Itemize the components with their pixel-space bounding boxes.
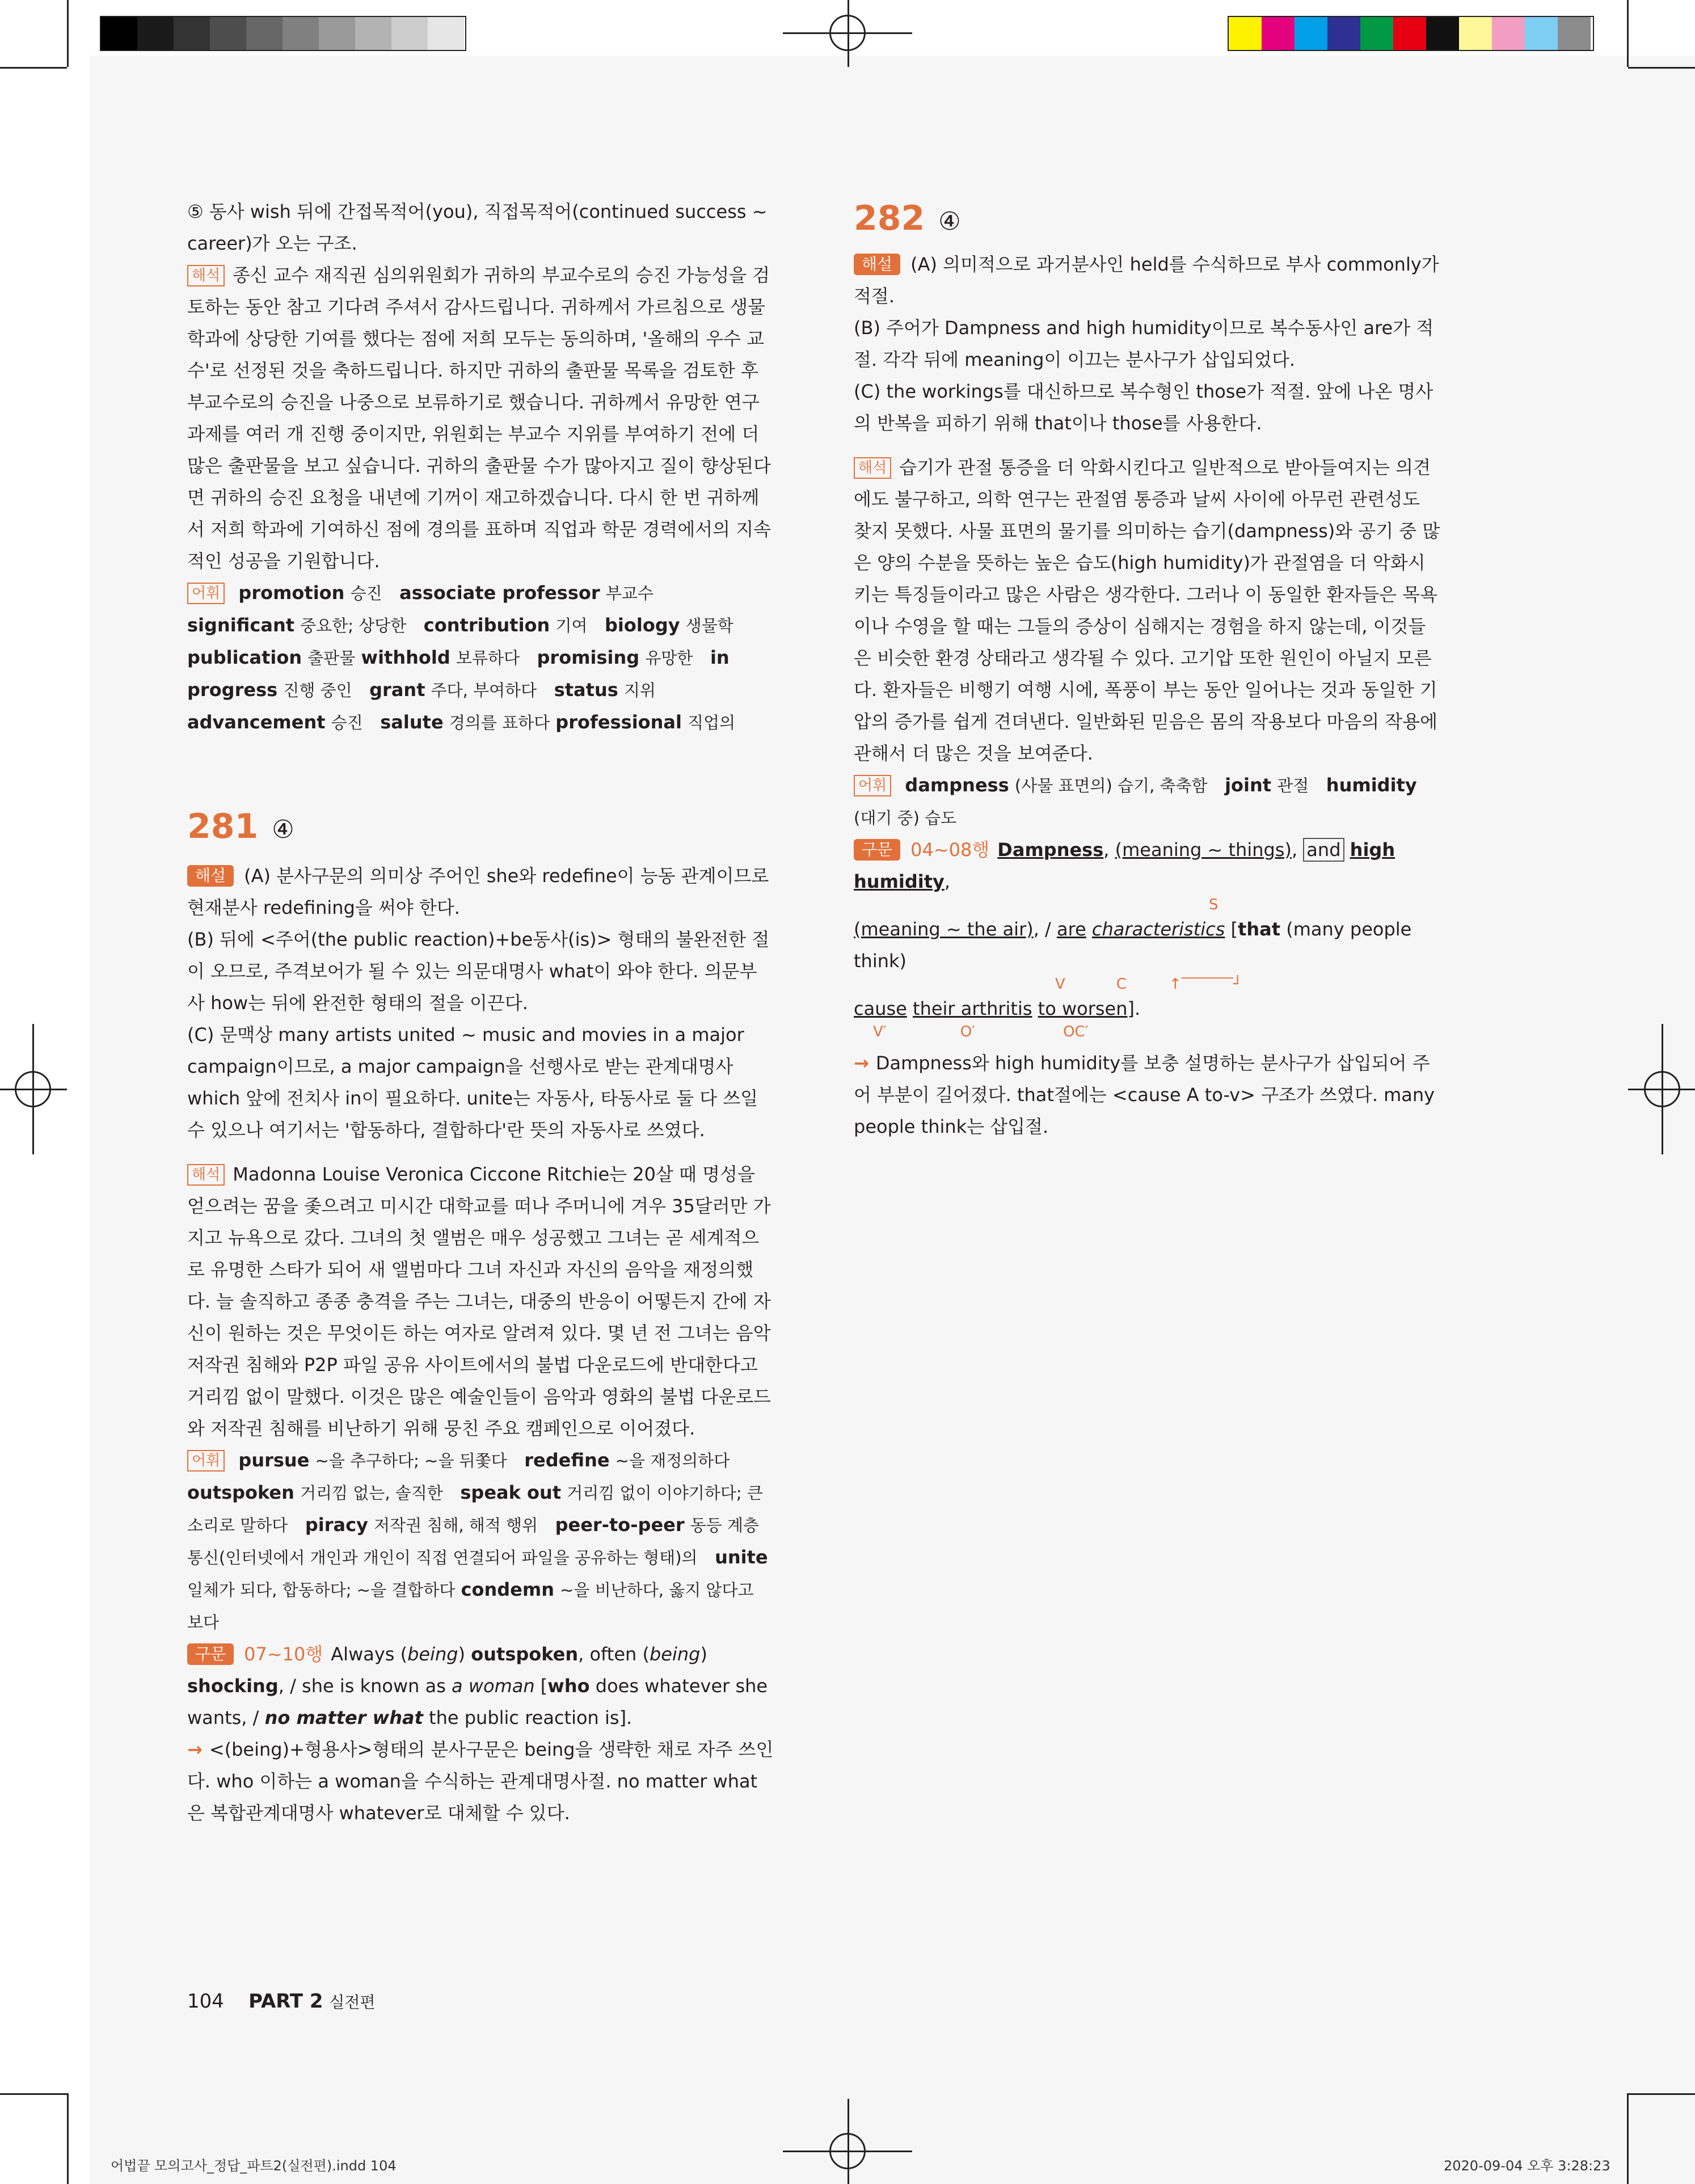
explanation-tag: 해설: [187, 865, 234, 887]
translation-tag: 해석: [854, 457, 891, 479]
structure-marks-row1: S: [1209, 896, 1218, 913]
q282-translation: 해석 습기가 관절 통증을 더 악화시킨다고 일반적으로 받아들여지는 의견에도 불구하고, 의학 연구는 관절염 통증과 날씨 사이에 아무런 관련성도 찾지 못했다. 사물 표면의 물기를 의미하는 습기(dampness)와 공기 중 많은 양의 수분을 뜻하는 높은 습도(high humidity)가 관절염을 더 악화시키는 특징들이라고 많은 사람은 생각한다. 그러나 이 동일한 환자들은 목욕이나 수영을 할 때는 그들의 증상이 심해지는 경험을 하지 않는데, 이것들은 비슷한 환경 상태라고 생각될 수 있다. 고기압 또한 원인이 아닐지 모른다. 환자들은 비행기 여행 시에, 폭풍이 부는 동안 일어나는 것과 동일한 기압의 증가를 쉽게 견뎌낸다. 일반화된 믿음은 몸의 작용보다 마음의 작용에 관해서 더 많은 것을 보여준다.: [854, 457, 1440, 764]
q282-answer: ④: [938, 207, 961, 236]
explanation-tag: 해설: [854, 254, 900, 275]
q282-explanation: 해설 (A) 의미적으로 과거분사인 held를 수식하므로 부사 commonly가 적절. (B) 주어가 Dampness and high humidity이므로 복수동사인 are가 적절. 각각 뒤에 meaning이 이끄는 분사구가 삽입되었다. (C) the workings를 대신하므로 복수형인 those가 적절. 앞에 나온 명사의 반복을 피하기 위해 that이나 those를 사용한다.: [854, 254, 1439, 434]
q282-vocabulary: 어휘 dampness (사물 표면의) 습기, 축축함 joint 관절 humidity (대기 중) 습도: [854, 774, 1417, 828]
arrow-icon: →: [187, 1739, 203, 1760]
vocabulary-tag: 어휘: [854, 775, 891, 796]
structure-marks-row2: V C ↑‾‾‾‾‾‾‾┘: [1055, 976, 1242, 993]
left-column: [187, 196, 774, 1829]
q280-vocabulary: 어휘 promotion 승진 associate professor 부교수 significant 중요한; 상당한 contribution 기여 biology 생물학 publication 출판물 withhold 보류하다 promising 유망한 in progress 진행 중인 grant 주다, 부여하다 status 지위 advancement 승진 salute 경의를 표하다 professional 직업의: [187, 582, 736, 733]
page-footer: [187, 1990, 376, 2013]
q282-number: 282: [854, 199, 925, 238]
q281-explanation: 해설 (A) 분사구문의 의미상 주어인 she와 redefine이 능동 관계이므로 현재분사 redefining을 써야 한다. (B) 뒤에 <주어(the public reaction)+be동사(is)> 형태의 불완전한 절이 오므로, 주격보어가 될 수 있는 의문대명사 what이 와야 한다. 의문부사 how는 뒤에 완전한 형태의 절을 이끈다. (C) 문맥상 many artists united ~ music and movies in a major campaign이므로, a major campaign을 선행사로 받는 관계대명사 which 앞에 전치사 in이 필요하다. unite는 자동사, 타동사로 둘 다 쓰일 수 있으나 여기서는 '합동하다, 결합하다'란 뜻의 자동사로 쓰였다.: [187, 865, 770, 1141]
page-number: 104: [187, 1990, 224, 2013]
vocabulary-tag: 어휘: [187, 1450, 225, 1472]
slug-filename: 어법끝 모의고사_정답_파트2(실전편).indd 104: [111, 2158, 397, 2174]
q280-answer-note: ⑤ 동사 wish 뒤에 간접목적어(you), 직접목적어(continued success ~ career)가 오는 구조.: [187, 201, 768, 254]
process-color-bar: [1228, 16, 1594, 51]
vocabulary-tag: 어휘: [187, 583, 225, 604]
q281-structure: 구문 07~10행 Always (being) outspoken, often (being) shocking, / she is known as a woman [who does whatever she wants, / no matter what the public reaction is]. → <(being)+형용사>형태의 분사구문은 being을 생략한 채로 자주 쓰인다. who 이하는 a woman을 수식하는 관계대명사절. no matter what은 복합관계대명사 whatever로 대체할 수 있다.: [187, 1643, 774, 1824]
slug-timestamp: 2020-09-04 오후 3:28:23: [1444, 2158, 1610, 2174]
structure-tag: 구문: [854, 839, 900, 861]
q280-translation: [187, 259, 774, 577]
structure-tag: 구문: [187, 1643, 234, 1665]
translation-text: 종신 교수 재직권 심의위원회가 귀하의 부교수로의 승진 가능성을 검토하는 동안 참고 기다려 주셔서 감사드립니다. 귀하께서 가르침으로 생물학과에 상당한 기여를 했다는 점에 저희 모두는 동의하며, '올해의 우수 교수'로 선정된 것을 축하드립니다. 하지만 귀하의 출판물 목록을 검토한 후 부교수로의 승진을 나중으로 보류하기로 했습니다. 귀하께서 유망한 연구 과제를 여러 개 진행 중이지만, 위원회는 부교수 지위를 부여하기 전에 더 많은 출판물을 보고 싶습니다. 귀하의 출판물 수가 많아지고 질이 향상된다면 귀하의 승진 요청을 내년에 기꺼이 재고하겠습니다. 다시 한 번 귀하께서 저희 학과에 기여하신 점에 경의를 표하며 직업과 학문 경력에서의 지속적인 성공을 기원합니다.: [187, 264, 771, 572]
q281-header: [187, 807, 774, 850]
q281-number: 281: [187, 807, 259, 846]
grayscale-color-bar: [100, 16, 466, 51]
part-label: PART 2: [248, 1990, 323, 2013]
line-reference: 04~08행: [910, 839, 990, 861]
q281-answer: ④: [272, 815, 294, 844]
arrow-icon: →: [854, 1052, 869, 1074]
line-reference: 07~10행: [244, 1643, 323, 1665]
right-column: [854, 199, 1441, 1142]
structure-marks-row3: V′ O′ OC′: [873, 1023, 1089, 1040]
q281-vocabulary: 어휘 pursue ~을 추구하다; ~을 뒤쫓다 redefine ~을 재정의하다 outspoken 거리낌 없는, 솔직한 speak out 거리낌 없이 이야기하다; 큰 소리로 말하다 piracy 저작권 침해, 해적 행위 peer-to-peer 동등 계층 통신(인터넷에서 개인과 개인이 직접 연결되어 파일을 공유하는 형태)의 unite 일체가 되다, 합동하다; ~을 결합하다 condemn ~을 비난하다, 옳지 않다고 보다: [187, 1449, 768, 1632]
q281-translation: 해석 Madonna Louise Veronica Ciccone Ritchie는 20살 때 명성을 얻으려는 꿈을 좇으려고 미시간 대학교를 떠나 주머니에 겨우 35달러만 가지고 뉴욕으로 갔다. 그녀의 첫 앨범은 매우 성공했고 그녀는 곧 세계적으로 유명한 스타가 되어 새 앨범마다 그녀 자신과 자신의 음악을 재정의했다. 늘 솔직하고 종종 충격을 주는 그녀는, 대중의 반응이 어떻든지 간에 자신이 원하는 것은 무엇이든 하는 여자로 알려져 있다. 몇 년 전 그녀는 음악 저작권 침해와 P2P 파일 공유 사이트에서의 불법 다운로드에 반대한다고 거리낌 없이 말했다. 이것은 많은 예술인들이 음악과 영화의 불법 다운로드와 저작권 침해를 비난하기 위해 뭉친 주요 캠페인으로 이어졌다.: [187, 1163, 771, 1439]
translation-tag: 해석: [187, 265, 225, 286]
part-name: 실전편: [329, 1993, 376, 2012]
q282-header: [854, 199, 1441, 242]
translation-tag: 해석: [187, 1164, 225, 1186]
q282-structure: 구문 04~08행 Dampness, (meaning ~ things), and high humidity, S (meaning ~ the air), / are characteristics [that (many people think) V C ↑‾‾‾‾‾‾‾┘ cause their arthritis to worsen]. V′ O′ OC′ → Dampness와 high humidity를 보충 설명하는 분사구가 삽입되어 주어 부분이 길어졌다. that절에는 <cause A to-v> 구조가 쓰였다. many people think는 삽입절.: [854, 834, 1441, 1142]
